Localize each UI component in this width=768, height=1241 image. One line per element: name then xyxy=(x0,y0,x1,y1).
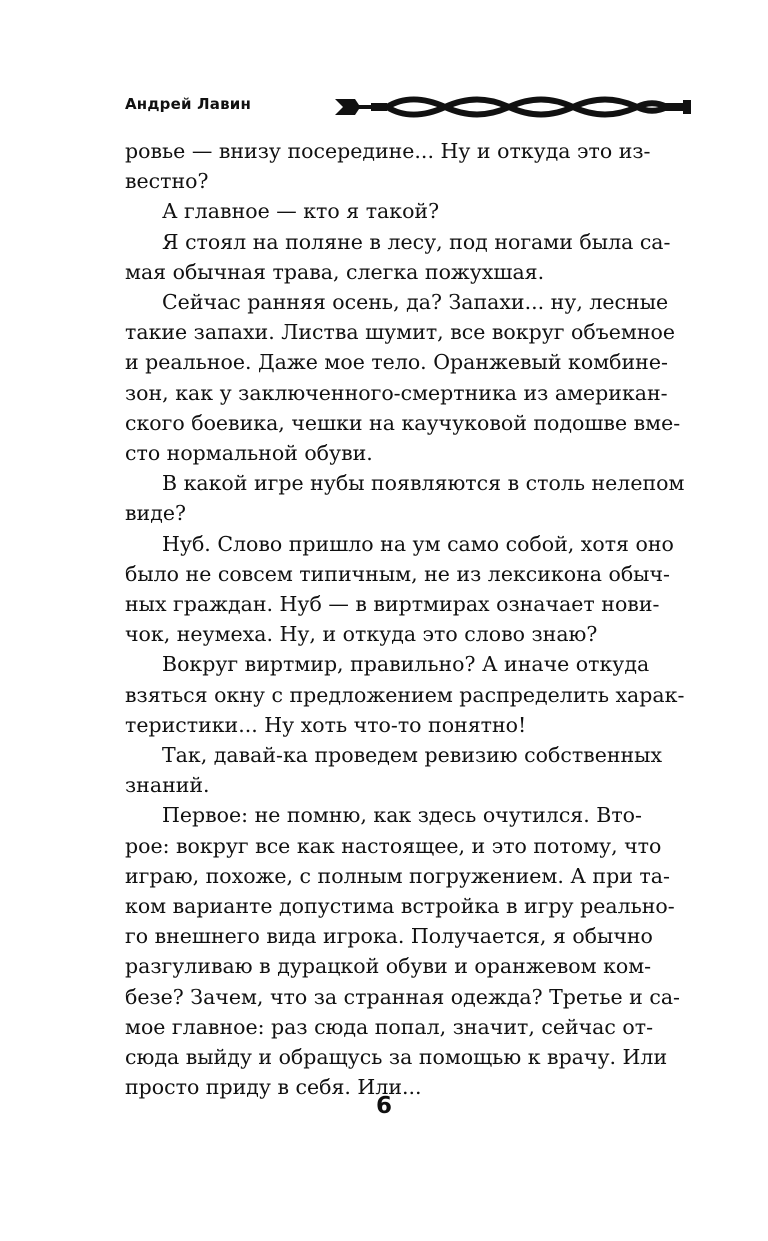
text-line: мое главное: раз сюда попал, значит, сейчас от- xyxy=(125,1014,654,1039)
text-line: зон, как у заключенного-смертника из американ- xyxy=(125,380,668,405)
text-line: А главное — кто я такой? xyxy=(162,199,440,224)
text-line: взяться окну с предложением распределить харак- xyxy=(125,682,685,707)
author-name: Андрей Лавин xyxy=(125,95,252,113)
text-line: играю, похоже, с полным погружением. А при та- xyxy=(125,863,670,888)
text-line: Сейчас ранняя осень, да? Запахи... ну, лесные xyxy=(162,290,669,315)
text-line: сюда выйду и обращусь за помощью к врачу. Или xyxy=(125,1045,668,1070)
text-line: Я стоял на поляне в лесу, под ногами была са- xyxy=(162,229,671,254)
text-line: ского боевика, чешки на каучуковой подошве вме- xyxy=(125,410,681,435)
text-line: Вокруг виртмир, правильно? А иначе откуда xyxy=(162,652,650,677)
text-line: разгуливаю в дурацкой обуви и оранжевом ком- xyxy=(125,954,652,979)
text-line: ком варианте допустима встройка в игру реально- xyxy=(125,894,675,919)
text-line: го внешнего вида игрока. Получается, я обычно xyxy=(125,924,653,949)
text-line: мая обычная трава, слегка пожухшая. xyxy=(125,259,545,284)
text-line: такие запахи. Листва шумит, все вокруг объемное xyxy=(125,320,675,345)
text-line: просто приду в себя. Или... xyxy=(125,1075,422,1100)
text-line: было не совсем типичным, не из лексикона обыч- xyxy=(125,561,670,586)
text-line: вестно? xyxy=(125,169,209,194)
text-line: безе? Зачем, что за странная одежда? Третье и са- xyxy=(125,984,680,1009)
braided-rope-ornament-icon xyxy=(333,95,700,119)
text-line: чок, неумеха. Ну, и откуда это слово знаю? xyxy=(125,622,598,647)
text-line: Нуб. Слово пришло на ум само собой, хотя оно xyxy=(162,531,674,556)
text-line: Так, давай-ка проведем ревизию собственных xyxy=(162,743,663,768)
running-header xyxy=(125,94,700,120)
text-line: теристики... Ну хоть что-то понятно! xyxy=(125,712,527,737)
text-line: ных граждан. Нуб — в виртмирах означает нови- xyxy=(125,592,660,617)
text-line: сто нормальной обуви. xyxy=(125,441,373,466)
text-line: и реальное. Даже мое тело. Оранжевый комбине- xyxy=(125,350,668,375)
text-line: В какой игре нубы появляются в столь нелепом xyxy=(162,471,685,496)
text-line: ровье — внизу посередине... Ну и откуда это из- xyxy=(125,139,651,163)
text-line: виде? xyxy=(125,501,186,526)
text-line: рое: вокруг все как настоящее, и это потому, что xyxy=(125,833,662,858)
text-line: знаний. xyxy=(125,773,210,798)
text-line: Первое: не помню, как здесь очутился. Вто- xyxy=(162,803,642,828)
body-text xyxy=(125,136,685,1103)
page-number: 6 xyxy=(375,1093,392,1119)
